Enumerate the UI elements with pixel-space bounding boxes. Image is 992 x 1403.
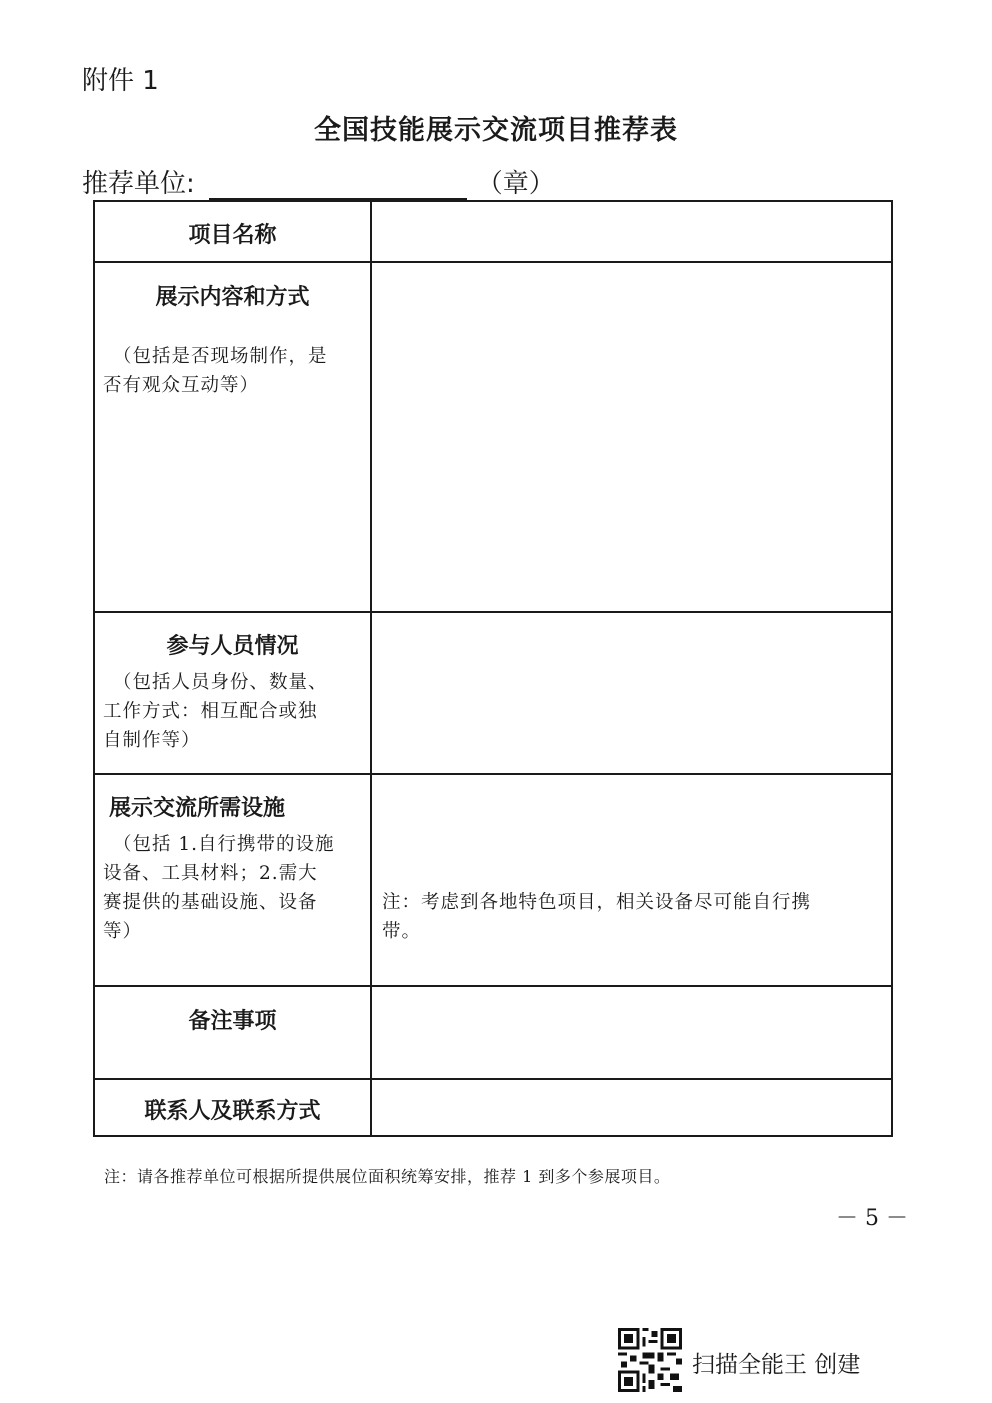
table-row-participants xyxy=(94,612,892,774)
facilities-note-line: 等） xyxy=(103,921,143,942)
facilities-label: 展示交流所需设施 xyxy=(109,796,286,821)
display-content-label: 展示内容和方式 xyxy=(155,285,310,310)
display-content-label-cell xyxy=(94,262,371,612)
participants-note-line: （包括人员身份、数量、 xyxy=(113,672,328,693)
display-content-note-line: 否有观众互动等） xyxy=(103,375,260,396)
recommend-unit-field[interactable] xyxy=(209,170,467,200)
table-row-remarks xyxy=(94,986,892,1079)
seal-label: （章） xyxy=(476,169,555,199)
remarks-value[interactable] xyxy=(371,986,892,1079)
contact-value[interactable] xyxy=(371,1079,892,1136)
participants-value[interactable] xyxy=(371,612,892,774)
facilities-note-line: 赛提供的基础设施、设备 xyxy=(103,892,318,913)
project-name-label-cell xyxy=(94,201,371,262)
page-title: 全国技能展示交流项目推荐表 xyxy=(314,115,678,146)
footnote: 注：请各推荐单位可根据所提供展位面积统筹安排，推荐 1 到多个参展项目。 xyxy=(104,1167,671,1186)
display-content-value[interactable] xyxy=(371,262,892,612)
table-row-facilities xyxy=(94,774,892,986)
facilities-note-line: 设备、工具材料；2.需大 xyxy=(103,863,318,884)
facilities-note-line: （包括 1.自行携带的设施 xyxy=(113,834,335,855)
recommendation-form-table xyxy=(93,200,893,1137)
display-content-note-line: （包括是否现场制作，是 xyxy=(113,346,328,367)
table-row-project-name xyxy=(94,201,892,262)
scanner-watermark: 扫描全能王 创建 xyxy=(692,1352,861,1378)
facilities-value-note xyxy=(382,888,881,946)
participants-label-cell xyxy=(94,612,371,774)
remarks-label-cell xyxy=(94,986,371,1079)
facilities-label-cell xyxy=(94,774,371,986)
table-row-display-content xyxy=(94,262,892,612)
facilities-value[interactable] xyxy=(371,774,892,986)
recommend-unit-label: 推荐单位: xyxy=(82,169,195,199)
qr-code-icon xyxy=(618,1328,682,1392)
participants-note-line: 工作方式：相互配合或独 xyxy=(103,701,318,722)
participants-label: 参与人员情况 xyxy=(166,634,299,659)
contact-label-cell xyxy=(94,1079,371,1136)
recommend-unit-row xyxy=(82,163,555,200)
facilities-value-line: 带。 xyxy=(382,921,422,942)
table-row-contact xyxy=(94,1079,892,1136)
attachment-label: 附件 1 xyxy=(82,66,159,96)
participants-note-line: 自制作等） xyxy=(103,730,201,751)
facilities-value-line: 注：考虑到各地特色项目，相关设备尽可能自行携 xyxy=(382,892,812,913)
display-content-note xyxy=(103,342,362,400)
remarks-label: 备注事项 xyxy=(188,1009,277,1034)
project-name-label: 项目名称 xyxy=(188,223,277,248)
contact-label: 联系人及联系方式 xyxy=(144,1099,321,1124)
participants-note xyxy=(103,668,362,755)
project-name-value[interactable] xyxy=(371,201,892,262)
facilities-note xyxy=(103,830,362,946)
page-number: － 5 － xyxy=(836,1206,908,1231)
